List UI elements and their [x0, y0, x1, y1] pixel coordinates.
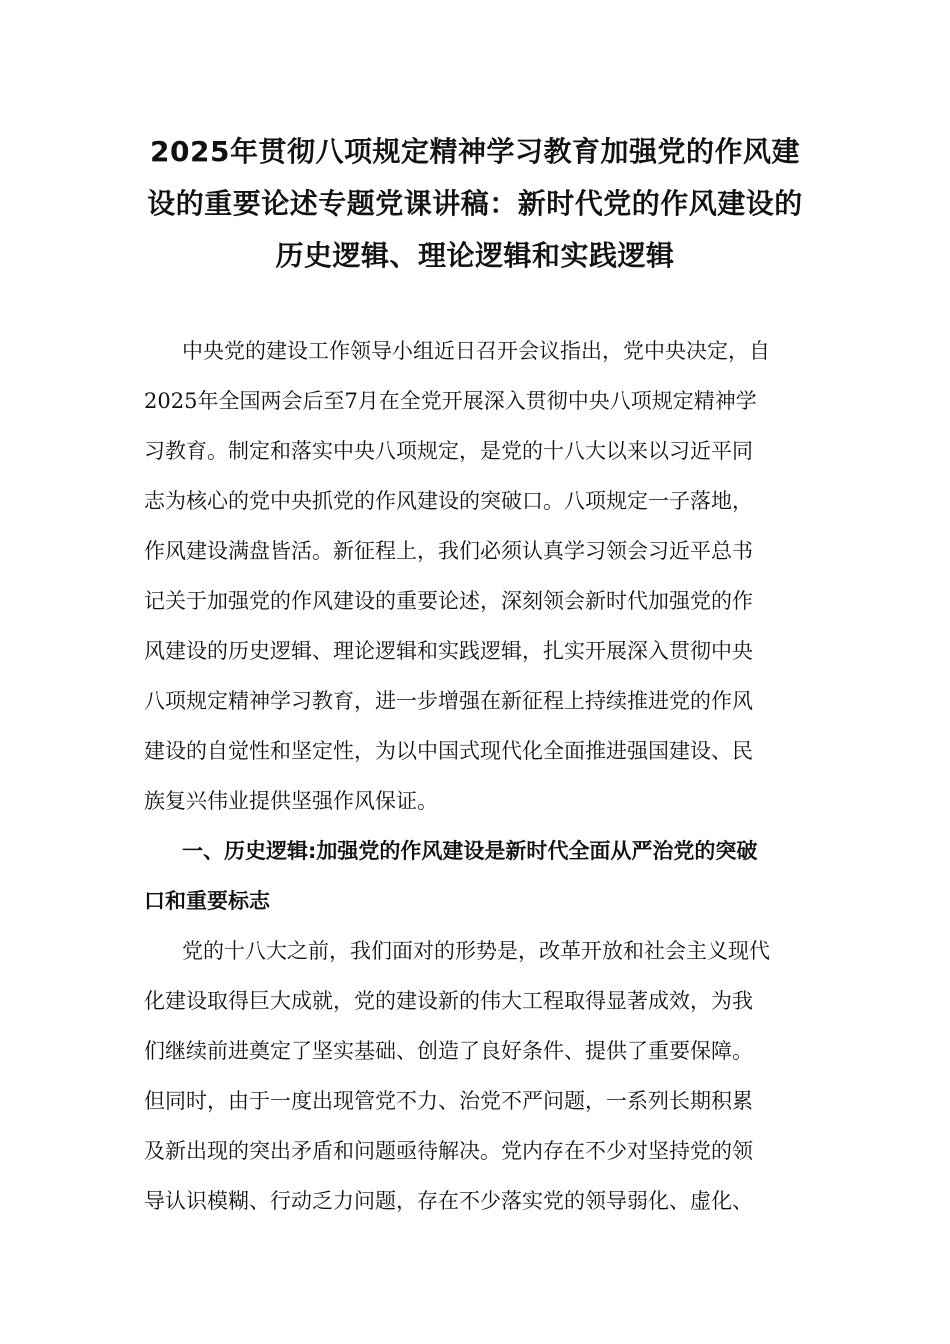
- paragraph-line: 党的十八大之前，我们面对的形势是，改革开放和社会主义现代: [182, 939, 770, 963]
- section-heading-1: [144, 826, 814, 926]
- paragraph-line: 族复兴伟业提供坚强作风保证。: [144, 789, 438, 813]
- paragraph-history: [144, 926, 814, 1226]
- paragraph-line: 中央党的建设工作领导小组近日召开会议指出，党中央决定，自: [182, 339, 770, 363]
- paragraph-line: 导认识模糊、行动乏力问题，存在不少落实党的领导弱化、虚化、: [144, 1189, 753, 1213]
- paragraph-line: 作风建设满盘皆活。新征程上，我们必须认真学习领会习近平总书: [144, 539, 753, 563]
- paragraph-line: 2025年全国两会后至7月在全党开展深入贯彻中央八项规定精神学: [144, 389, 757, 413]
- paragraph-line: 化建设取得巨大成就，党的建设新的伟大工程取得显著成效，为我: [144, 989, 753, 1013]
- paragraph-intro: [144, 326, 814, 826]
- paragraph-line: 建设的自觉性和坚定性，为以中国式现代化全面推进强国建设、民: [144, 739, 753, 763]
- title-line: 设的重要论述专题党课讲稿：新时代党的作风建设的: [147, 187, 803, 220]
- paragraph-line: 及新出现的突出矛盾和问题亟待解决。党内存在不少对坚持党的领: [144, 1139, 753, 1163]
- paragraph-line: 记关于加强党的作风建设的重要论述，深刻领会新时代加强党的作: [144, 589, 753, 613]
- title-line: 2025年贯彻八项规定精神学习教育加强党的作风建: [150, 135, 800, 168]
- paragraph-line: 们继续前进奠定了坚实基础、创造了良好条件、提供了重要保障。: [144, 1039, 753, 1063]
- paragraph-line: 八项规定精神学习教育，进一步增强在新征程上持续推进党的作风: [144, 689, 753, 713]
- paragraph-line: 志为核心的党中央抓党的作风建设的突破口。八项规定一子落地，: [144, 489, 753, 513]
- title-line: 历史逻辑、理论逻辑和实践逻辑: [275, 239, 675, 272]
- paragraph-line: 习教育。制定和落实中央八项规定，是党的十八大以来以习近平同: [144, 439, 753, 463]
- document-title: [140, 126, 810, 282]
- paragraph-line: 但同时，由于一度出现管党不力、治党不严问题，一系列长期积累: [144, 1089, 753, 1113]
- paragraph-line: 风建设的历史逻辑、理论逻辑和实践逻辑，扎实开展深入贯彻中央: [144, 639, 753, 663]
- heading-line: 口和重要标志: [144, 889, 270, 913]
- document-body: [144, 326, 814, 1226]
- heading-line: 一、历史逻辑:加强党的作风建设是新时代全面从严治党的突破: [182, 839, 758, 863]
